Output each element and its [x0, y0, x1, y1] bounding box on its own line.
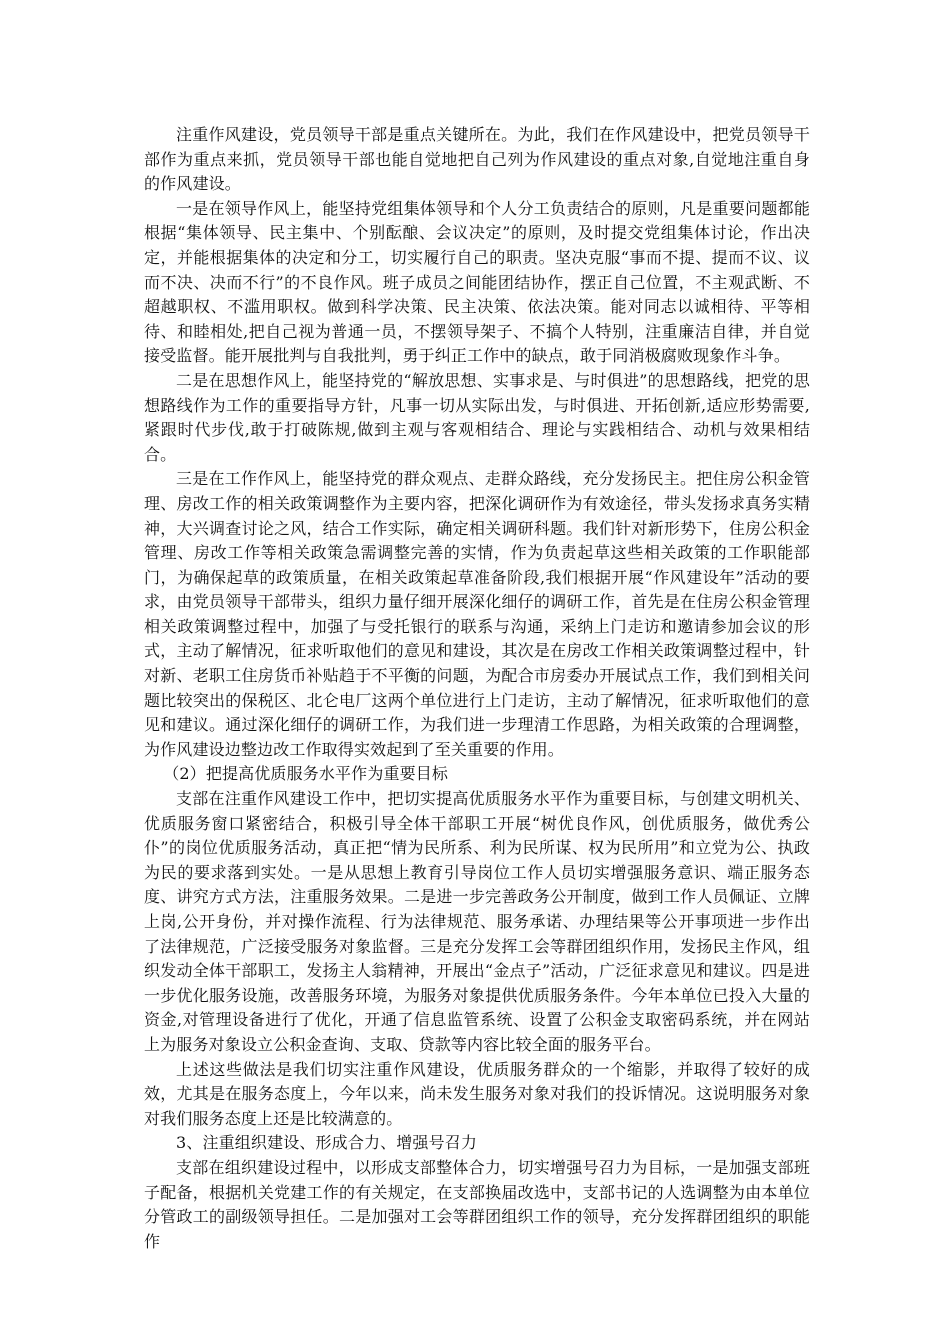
- paragraph-organization: 支部在组织建设过程中，以形成支部整体合力，切实增强号召力为目标，一是加强支部班子配备，根据机关党建工作的有关规定，在支部换届改选中，支部书记的人选调整为由本单位分管政工的副级领导担任。二是加强对工会等群团组织工作的领导，充分发挥群团组织的职能作: [144, 1157, 810, 1251]
- paragraph-service-results: 上述这些做法是我们切实注重作风建设，优质服务群众的一个缩影，并取得了较好的成效，尤其是在服务态度上，今年以来，尚未发生服务对象对我们的投诉情况。这说明服务对象对我们服务态度上还是比较满意的。: [144, 1059, 810, 1128]
- section-heading-service-quality: （2）把提高优质服务水平作为重要目标: [163, 764, 449, 784]
- paragraph-leadership-style: 一是在领导作风上，能坚持党组集体领导和个人分工负责结合的原则，凡是重要问题都能根据“集体领导、民主集中、个别酝酿、会议决定”的原则，及时提交党组集体讨论，作出决定，并能根据集体的决定和分工，切实履行自己的职责。坚决克服“事而不提、提而不议、议而不决、决而不行”的不良作风。班子成员之间能团结协作，摆正自己位置，不主观武断、不超越职权、不滥用职权。做到科学决策、民主决策、依法决策。能对同志以诚相待、平等相待、和睦相处,把自己视为普通一员，不摆领导架子、不搞个人特别，注重廉洁自律，并自觉接受监督。能开展批判与自我批判，勇于纠正工作中的缺点，敢于同消极腐败现象作斗争。: [144, 198, 810, 366]
- paragraph-work-style: 三是在工作作风上，能坚持党的群众观点、走群众路线，充分发扬民主。把住房公积金管理、房改工作的相关政策调整作为主要内容，把深化调研作为有效途径，带头发扬求真务实精神，大兴调查讨论之风，结合工作实际，确定相关调研科题。我们针对新形势下，住房公积金管理、房改工作等相关政策急需调整完善的实情，作为负责起草这些相关政策的工作职能部门，为确保起草的政策质量，在相关政策起草准备阶段,我们根据开展“作风建设年”活动的要求，由党员领导干部带头，组织力量仔细开展深化细仔的调研工作，首先是在住房公积金管理相关政策调整过程中，加强了与受托银行的联系与沟通，采纳上门走访和邀请参加会议的形式，主动了解情况，征求听取他们的意见和建设，其次是在房改工作相关政策调整过程中，针对新、老职工住房货币补贴趋于不平衡的问题，为配合市房委办开展试点工作，我们到相关问题比较突出的保税区、北仑电厂这两个单位进行上门走访，主动了解情况，征求听取他们的意见和建议。通过深化细仔的调研工作，为我们进一步理清工作思路，为相关政策的合理调整，为作风建设边整边改工作取得实效起到了至关重要的作用。: [144, 469, 810, 759]
- paragraph-service-quality: 支部在注重作风建设工作中，把切实提高优质服务水平作为重要目标，与创建文明机关、优质服务窗口紧密结合，积极引导全体干部职工开展“树优良作风，创优质服务，做优秀公仆”的岗位优质服务活动，真正把“情为民所系、利为民所谋、权为民所用”和立党为公、执政为民的要求落到实处。一是从思想上教育引导岗位工作人员切实增强服务意识、端正服务态度、讲究方式方法，注重服务效果。二是进一步完善政务公开制度，做到工作人员佩证、立牌上岗,公开身份，并对操作流程、行为法律规范、服务承诺、办理结果等公开事项进一步作出了法律规范，广泛接受服务对象监督。三是充分发挥工会等群团组织作用，发扬民主作风，组织发动全体干部职工，发扬主人翁精神，开展出“金点子”活动，广泛征求意见和建议。四是进一步优化服务设施，改善服务环境，为服务对象提供优质服务条件。今年本单位已投入大量的资金,对管理设备进行了优化，开通了信息监管系统、设置了公积金支取密码系统，并在网站上为服务对象设立公积金查询、支取、贷款等内容比较全面的服务平台。: [144, 789, 810, 1054]
- document-body: [144, 123, 810, 1254]
- section-heading-organization: 3、注重组织建设、形成合力、增强号召力: [176, 1133, 478, 1153]
- paragraph-thinking-style: 二是在思想作风上，能坚持党的“解放思想、实事求是、与时俱进”的思想路线，把党的思想路线作为工作的重要指导方针，凡事一切从实际出发，与时俱进、开拓创新,适应形势需要,紧跟时代步伐,敢于打破陈规,做到主观与客观相结合、理论与实践相结合、动机与效果相结合。: [144, 370, 810, 464]
- paragraph-cadre-focus: 注重作风建设，党员领导干部是重点关键所在。为此，我们在作风建设中，把党员领导干部作为重点来抓，党员领导干部也能自觉地把自己列为作风建设的重点对象,自觉地注重自身的作风建设。: [144, 125, 810, 194]
